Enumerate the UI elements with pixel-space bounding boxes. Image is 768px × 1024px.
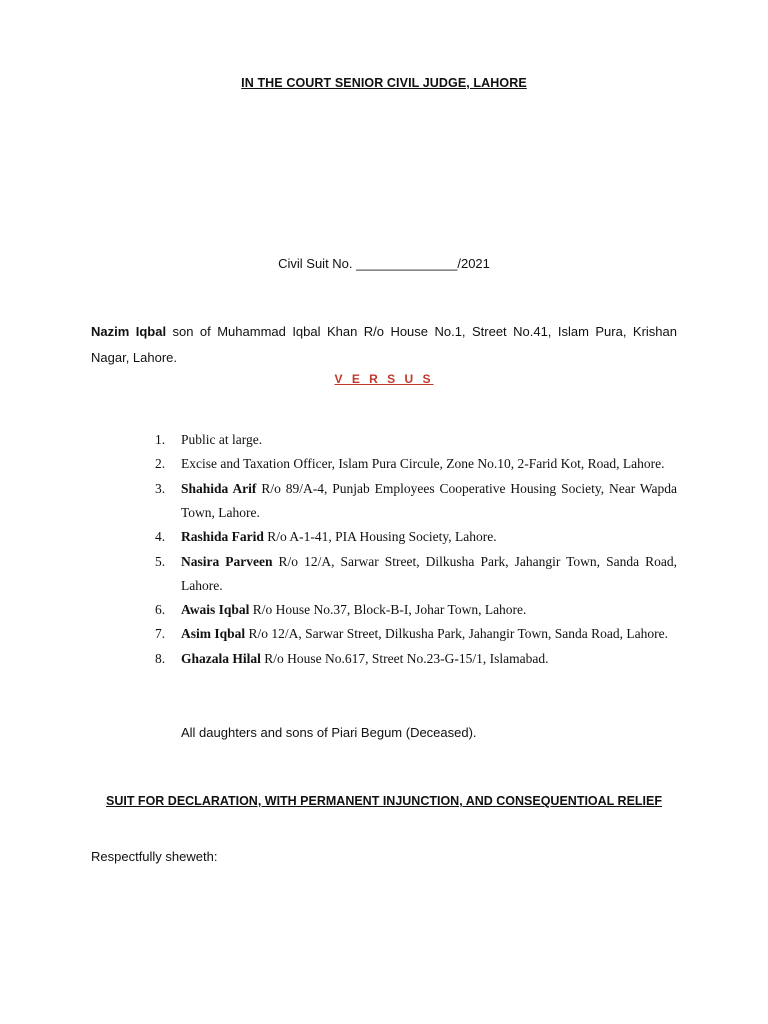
defendant-item [155, 428, 677, 452]
defendant-number: 1. [155, 432, 166, 447]
defendant-name: Nasira Parveen [181, 553, 273, 569]
court-title: IN THE COURT SENIOR CIVIL JUDGE, LAHORE [241, 76, 527, 90]
defendant-item [155, 647, 677, 671]
defendant-number: 5. [155, 553, 166, 569]
defendant-item [155, 598, 677, 622]
defendant-number: 8. [155, 650, 166, 666]
defendant-text [181, 647, 677, 671]
plaintiff-details: son of Muhammad Iqbal Khan R/o House No.1, Street No.41, Islam Pura, Krishan Nagar, Lahore. [91, 324, 677, 365]
defendant-item [155, 550, 677, 598]
defendant-number: 3. [155, 480, 166, 496]
plaintiff-paragraph [91, 319, 677, 371]
defendant-details: R/o 12/A, Sarwar Street, Dilkusha Park, Jahangir Town, Sanda Road, Lahore. [245, 626, 669, 642]
defendant-text [181, 598, 677, 622]
defendant-details: R/o 89/A-4, Punjab Employees Cooperative Housing Society, Near Wapda Town, Lahore. [181, 480, 678, 520]
defendant-number: 7. [155, 626, 166, 642]
suit-heading: SUIT FOR DECLARATION, WITH PERMANENT INJUNCTION, AND CONSEQUENTIOAL RELIEF [105, 794, 663, 808]
defendant-details: R/o A-1-41, PIA Housing Society, Lahore. [263, 529, 497, 545]
defendant-details: R/o 12/A, Sarwar Street, Dilkusha Park, Jahangir Town, Sanda Road, Lahore. [181, 553, 677, 593]
respectfully-sheweth: Respectfully sheweth: [91, 849, 218, 864]
defendants-list [155, 428, 677, 671]
defendant-name: Awais Iqbal [181, 601, 250, 617]
defendant-text [181, 428, 677, 452]
defendant-text [181, 550, 677, 598]
defendant-number: 4. [155, 529, 166, 545]
defendant-details: R/o House No.37, Block-B-I, Johar Town, Lahore. [249, 601, 527, 617]
defendant-text [181, 622, 677, 646]
defendant-item [155, 452, 677, 476]
defendant-number: 2. [155, 456, 166, 472]
defendant-text [181, 452, 677, 476]
defendant-item [155, 477, 677, 525]
defendant-number: 6. [155, 601, 166, 617]
defendant-name: Rashida Farid [181, 529, 264, 545]
plaintiff-name: Nazim Iqbal [91, 324, 167, 339]
defendant-item [155, 525, 677, 549]
defendant-details: Public at large. [181, 432, 263, 447]
defendant-item [155, 622, 677, 646]
versus-heading: V E R S U S [334, 372, 434, 386]
defendant-text [181, 525, 677, 549]
defendant-name: Asim Iqbal [181, 626, 246, 642]
defendant-name: Shahida Arif [181, 480, 257, 496]
civil-suit-number: Civil Suit No. ______________/2021 [278, 256, 490, 271]
defendant-name: Ghazala Hilal [181, 650, 261, 666]
defendants-relationship-note: All daughters and sons of Piari Begum (Deceased). [181, 725, 477, 740]
defendant-details: R/o House No.617, Street No.23-G-15/1, Islamabad. [260, 650, 549, 666]
defendant-details: Excise and Taxation Officer, Islam Pura Circule, Zone No.10, 2-Farid Kot, Road, Lahore. [181, 456, 665, 472]
defendant-text [181, 477, 677, 525]
